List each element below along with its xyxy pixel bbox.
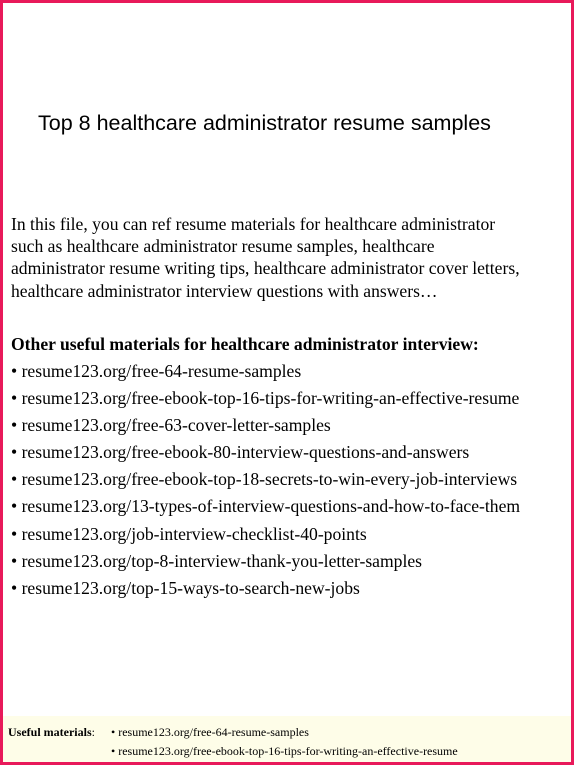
bullet: • — [11, 523, 18, 544]
bullet: • — [11, 577, 18, 598]
material-link[interactable]: resume123.org/free-ebook-top-16-tips-for-writing-an-effective-resume — [21, 388, 520, 409]
material-link[interactable]: resume123.org/job-interview-checklist-40-points — [21, 523, 367, 544]
material-link[interactable]: resume123.org/13-types-of-interview-questions-and-how-to-face-them — [21, 496, 521, 517]
intro-line: In this file, you can ref resume materials for healthcare administrator — [11, 214, 496, 234]
bullet: • — [11, 361, 18, 381]
bullet: • — [11, 442, 18, 463]
bullet: • — [11, 496, 18, 517]
list-item[interactable] — [11, 495, 520, 522]
bullet: • — [11, 550, 18, 571]
footer-bar — [3, 716, 571, 762]
material-link[interactable]: resume123.org/free-64-resume-samples — [21, 361, 302, 381]
list-item[interactable] — [11, 387, 520, 414]
footer-link[interactable]: • resume123.org/free-64-resume-samples — [111, 725, 309, 739]
page-title: Top 8 healthcare administrator resume samples — [38, 111, 491, 135]
material-link[interactable]: resume123.org/free-ebook-top-18-secrets-to-win-every-job-interviews — [21, 469, 518, 490]
material-link[interactable]: resume123.org/free-ebook-80-interview-questions-and-answers — [21, 442, 470, 463]
bullet: • — [11, 469, 18, 490]
list-item[interactable] — [11, 523, 520, 550]
list-item[interactable] — [11, 414, 520, 441]
materials-list — [11, 360, 520, 604]
materials-heading: Other useful materials for healthcare administrator interview: — [11, 334, 479, 354]
material-link[interactable]: resume123.org/free-63-cover-letter-samples — [21, 415, 331, 436]
bullet: • — [11, 388, 18, 409]
footer-link[interactable]: • resume123.org/free-ebook-top-16-tips-for-writing-an-effective-resume — [111, 744, 458, 758]
list-item[interactable] — [11, 468, 520, 495]
material-link[interactable]: resume123.org/top-15-ways-to-search-new-jobs — [21, 577, 360, 598]
intro-line: administrator resume writing tips, healthcare administrator cover letters, — [11, 258, 520, 279]
list-item[interactable] — [11, 441, 520, 468]
footer-label-text: Useful materials — [8, 725, 92, 739]
intro-paragraph — [11, 213, 571, 302]
intro-line: healthcare administrator interview questions with answers… — [11, 280, 438, 301]
list-item[interactable] — [11, 360, 520, 387]
intro-line: such as healthcare administrator resume samples, healthcare — [11, 236, 435, 257]
footer-label-colon: : — [91, 725, 95, 739]
bullet: • — [11, 415, 18, 436]
list-item[interactable] — [11, 550, 520, 577]
footer-label — [8, 725, 95, 740]
material-link[interactable]: resume123.org/top-8-interview-thank-you-letter-samples — [21, 550, 423, 571]
list-item[interactable] — [11, 577, 520, 604]
